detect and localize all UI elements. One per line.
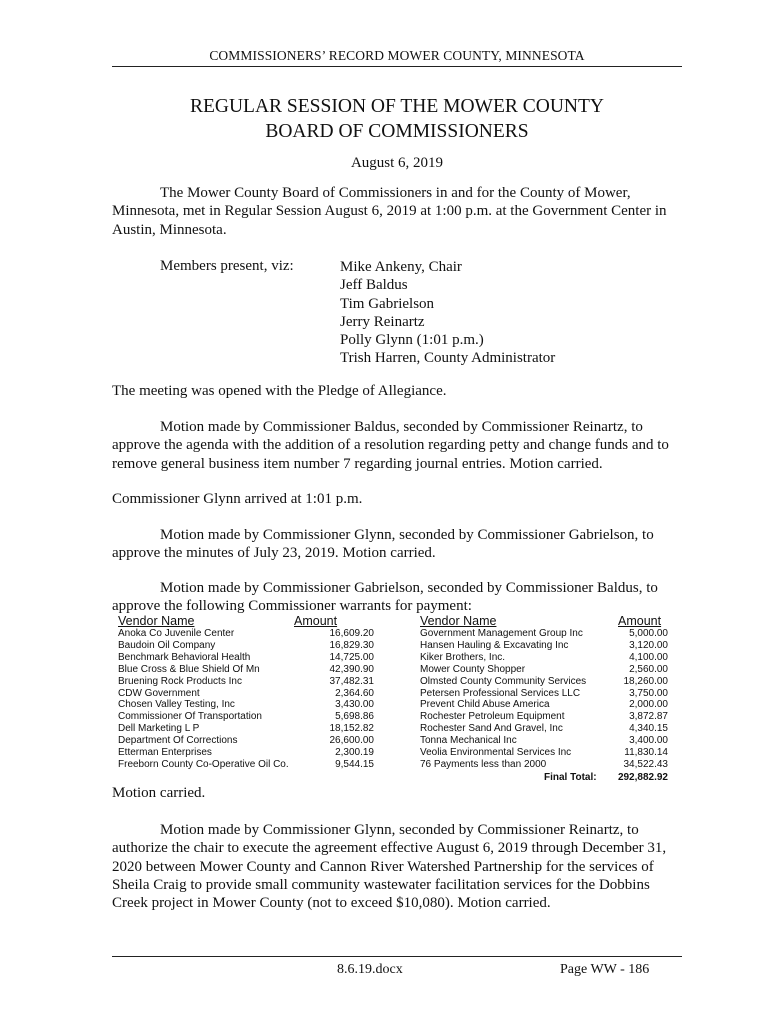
warrant-amount: 4,100.00 xyxy=(629,651,668,663)
warrant-vendor: Department Of Corrections xyxy=(118,735,238,747)
warrants-motion-paragraph: Motion made by Commissioner Gabrielson, seconded by Commissioner Baldus, to approve the following Commissioner warrants for payment: xyxy=(112,580,658,615)
warrant-amount: 3,400.00 xyxy=(629,735,668,747)
warrant-amount: 2,300.19 xyxy=(335,747,374,758)
warrant-amount: 2,560.00 xyxy=(629,663,668,675)
meeting-date: August 6, 2019 xyxy=(350,155,444,171)
warrant-amount: 9,544.15 xyxy=(335,758,374,770)
warrant-amount: 42,390.90 xyxy=(329,663,374,675)
warrant-amount: 26,600.00 xyxy=(329,735,374,747)
warrant-vendor: Prevent Child Abuse America xyxy=(420,699,550,711)
footer-filename: 8.6.19.docx xyxy=(337,962,403,977)
warrant-amount: 5,698.86 xyxy=(335,711,374,723)
amount-header-right: Amount xyxy=(618,614,662,628)
members-label: Members present, viz: xyxy=(160,258,294,274)
warrant-vendor: Government Management Group Inc xyxy=(420,628,583,639)
arrival-paragraph: Commissioner Glynn arrived at 1:01 p.m. xyxy=(112,491,363,507)
title-line-1: REGULAR SESSION OF THE MOWER COUNTY xyxy=(189,96,605,117)
warrant-amount: 2,000.00 xyxy=(629,699,668,711)
warrants-table xyxy=(118,614,674,786)
warrant-amount: 16,609.20 xyxy=(329,628,374,639)
warrant-amount: 18,152.82 xyxy=(329,723,374,735)
running-header: COMMISSIONERS’ RECORD MOWER COUNTY, MINNESOTA xyxy=(209,48,585,63)
warrant-vendor: Bruening Rock Products Inc xyxy=(118,675,242,687)
warrant-vendor: Baudoin Oil Company xyxy=(118,639,216,651)
warrant-amount: 34,522.43 xyxy=(623,758,668,770)
warrant-amount: 3,750.00 xyxy=(629,687,668,699)
agreement-motion-paragraph: Motion made by Commissioner Glynn, seconded by Commissioner Reinartz, to authorize the chair to execute the agreement effective August 6, 2019 through December 31, 2020 between Mower County and Cannon River Watershed Partnership for the services of Sheila Craig to provide small community wastewater facilitation services for the Dobbins Creek project in Mower County (not to exceed $10,080). Motion carried. xyxy=(112,822,667,912)
warrant-vendor: Tonna Mechanical Inc xyxy=(420,735,517,747)
member-item: Jerry Reinartz xyxy=(340,313,425,330)
member-item: Jeff Baldus xyxy=(340,277,408,294)
vendor-header-right: Vendor Name xyxy=(420,614,497,628)
vendor-header-left: Vendor Name xyxy=(118,614,195,628)
warrant-vendor: Rochester Sand And Gravel, Inc xyxy=(420,723,563,735)
warrant-vendor: 76 Payments less than 2000 xyxy=(420,758,547,770)
agenda-motion-paragraph: Motion made by Commissioner Baldus, seconded by Commissioner Reinartz, to approve the agenda with the addition of a resolution regarding petty and change funds and to remove general business item number 7 regarding journal entries. Motion carried. xyxy=(112,419,669,472)
final-total-label: Final Total: xyxy=(544,772,597,783)
warrant-vendor: Etterman Enterprises xyxy=(118,747,212,758)
member-item: Mike Ankeny, Chair xyxy=(340,259,462,275)
intro-paragraph: The Mower County Board of Commissioners in and for the County of Mower, Minnesota, met in Regular Session August 6, 2019 at 1:00 p.m. at the Government Center in Austin, Minnesota. xyxy=(112,185,667,238)
warrant-vendor: Hansen Hauling & Excavating Inc xyxy=(420,639,569,651)
warrant-vendor: Anoka Co Juvenile Center xyxy=(118,628,235,639)
member-item: Polly Glynn (1:01 p.m.) xyxy=(340,332,484,349)
warrant-amount: 16,829.30 xyxy=(329,639,374,651)
footer-rule xyxy=(112,956,682,957)
warrant-amount: 3,120.00 xyxy=(629,639,668,651)
warrant-vendor: Kiker Brothers, Inc. xyxy=(420,651,506,663)
warrant-amount: 37,482.31 xyxy=(329,675,374,687)
amount-header-left: Amount xyxy=(294,614,338,628)
warrant-amount: 4,340.15 xyxy=(629,723,668,735)
warrant-amount: 2,364.60 xyxy=(335,687,374,699)
warrant-vendor: Blue Cross & Blue Shield Of Mn xyxy=(118,663,260,675)
pledge-paragraph: The meeting was opened with the Pledge of Allegiance. xyxy=(112,383,447,399)
motion-carried-paragraph: Motion carried. xyxy=(112,785,206,801)
warrant-amount: 5,000.00 xyxy=(629,628,668,639)
warrant-vendor: Commissioner Of Transportation xyxy=(118,711,262,723)
warrant-amount: 3,872.87 xyxy=(629,711,668,723)
member-item: Tim Gabrielson xyxy=(340,295,435,312)
title-line-2: BOARD OF COMMISSIONERS xyxy=(265,121,529,142)
warrant-amount: 14,725.00 xyxy=(329,651,374,663)
warrant-vendor: Olmsted County Community Services xyxy=(420,675,587,687)
warrant-amount: 3,430.00 xyxy=(335,699,374,711)
minutes-motion-paragraph: Motion made by Commissioner Glynn, seconded by Commissioner Gabrielson, to approve the minutes of July 23, 2019. Motion carried. xyxy=(112,527,654,562)
header-rule xyxy=(112,66,682,67)
warrant-vendor: CDW Government xyxy=(118,687,200,699)
footer-page-number: Page WW - 186 xyxy=(560,962,650,977)
warrant-vendor: Rochester Petroleum Equipment xyxy=(420,711,565,723)
warrant-amount: 18,260.00 xyxy=(623,675,668,687)
warrant-vendor: Veolia Environmental Services Inc xyxy=(420,747,572,758)
warrant-vendor: Benchmark Behavioral Health xyxy=(118,651,251,663)
warrant-vendor: Freeborn County Co-Operative Oil Co. xyxy=(118,758,289,770)
warrant-vendor: Petersen Professional Services LLC xyxy=(420,687,581,699)
warrant-vendor: Mower County Shopper xyxy=(420,663,526,675)
final-total-amount: 292,882.92 xyxy=(617,772,668,783)
document-title xyxy=(112,94,682,144)
warrant-vendor: Dell Marketing L P xyxy=(118,723,200,735)
warrant-vendor: Chosen Valley Testing, Inc xyxy=(118,699,235,711)
warrant-amount: 11,830.14 xyxy=(624,747,668,758)
members-list xyxy=(340,258,555,368)
member-item: Trish Harren, County Administrator xyxy=(340,350,556,367)
